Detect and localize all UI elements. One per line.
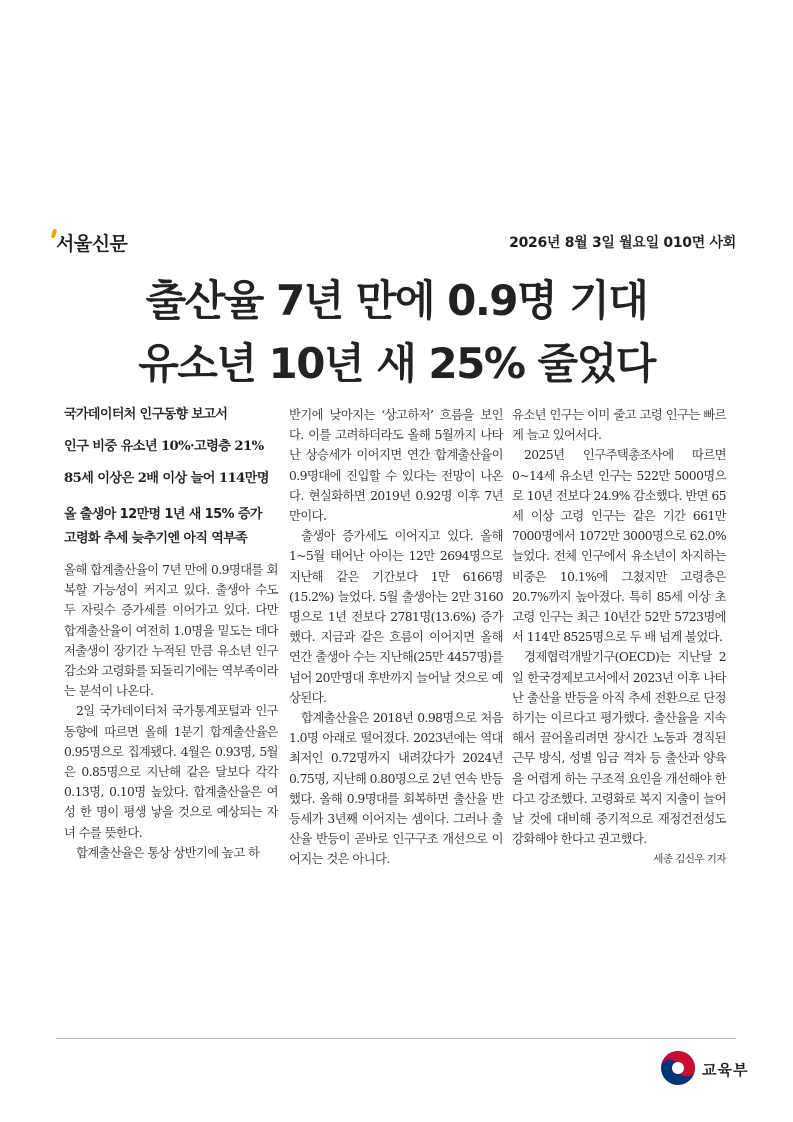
byline: 세종 김신우 기자 (653, 853, 726, 866)
article-column-2 (289, 405, 503, 870)
body-paragraph: 올해 합계출산율이 7년 만에 0.9명대를 회복할 가능성이 커지고 있다. 출생아 수도 두 자릿수 증가세를 이어가고 있다. 다만 합계출산율이 여전히 1.0명을 밑도는 데다 저출생이 장기간 누적된 만큼 유소년 인구 감소와 고령화를 되돌리기에는 역부족이라는 분석이 나온다. (64, 563, 278, 699)
masthead (56, 229, 736, 257)
subhead-births-2: 고령화 추세 늦추기엔 아직 역부족 (64, 531, 248, 546)
body-paragraph-continued: 유소년 인구는 이미 줄고 고령 인구는 빠르게 늘고 있어서다. (512, 408, 726, 443)
headline-line-1: 출산율 7년 만에 0.9명 기대 (145, 276, 648, 325)
subhead-ratio-1: 인구 비중 유소년 10%·고령층 21% (64, 439, 264, 454)
body-paragraph-continued: 반기에 낮아지는 ‘상고하저’ 흐름을 보인다. 이를 고려하더라도 올해 5월까지 나타난 상승세가 이어지면 연간 합계출산율이 0.9명대에 진입할 수 있다는 전망이 나온다. 현실화하면 2019년 0.92명 이후 7년 만이다. (289, 408, 503, 524)
article-column-3 (512, 405, 726, 870)
body-paragraph: 2일 국가데이터처 국가통계포털과 인구동향에 따르면 올해 1분기 합계출산율은 0.95명으로 집계됐다. 4월은 0.93명, 5월은 0.85명으로 지난해 같은 달보다 각각 0.13명, 0.10명 높았다. 합계출산율은 여성 한 명이 평생 낳을 것으로 예상되는 자녀 수를 뜻한다. (64, 704, 278, 840)
headline-line-2: 유소년 10년 새 25% 줄었다 (138, 339, 655, 388)
dateline: 2026년 8월 3일 월요일 010면 사회 (509, 235, 736, 251)
body-paragraph: 2025년 인구주택총조사에 따르면 0~14세 유소년 인구는 522만 5000명으로 10년 전보다 24.9% 감소했다. 반면 65세 이상 고령 인구는 같은 기간 661만 7000명에서 1072만 3000명으로 62.0% 늘었다. 전체 인구에서 유소년이 차지하는 비중은 10.1%에 그쳤지만 고령층은 20.7%까지 높아졌다. 특히 85세 이상 초고령 인구는 최근 10년간 52만 5723명에서 114만 8525명으로 두 배 넘게 불었다. (512, 448, 726, 645)
ministry-name: 교육부 (702, 1061, 749, 1079)
taegeuk-emblem-icon (660, 1050, 696, 1086)
body-paragraph: 출생아 증가세도 이어지고 있다. 올해 1~5월 태어난 아이는 12만 2694명으로 지난해 같은 기간보다 1만 6166명(15.2%) 늘었다. 5월 출생아는 2만 3160명으로 1년 전보다 2781명(13.6%) 증가했다. 지금과 같은 흐름이 이어지면 올해 연간 출생아 수는 지난해(25만 4457명)를 넘어 20만명대 후반까지 늘어날 것으로 예상된다. (289, 529, 503, 705)
subhead-source: 국가데이터처 인구동향 보고서 (64, 407, 228, 422)
subhead-births-1: 올 출생아 12만명 1년 새 15% 증가 (64, 507, 262, 522)
newspaper-logo: 서울신문 (56, 233, 128, 255)
ministry-logo (660, 1050, 760, 1090)
article-column-1 (64, 405, 278, 863)
subheads (64, 405, 278, 560)
subhead-ratio-2: 85세 이상은 2배 이상 늘어 114만명 (64, 471, 269, 486)
body-paragraph: 합계출산율은 2018년 0.98명으로 처음 1.0명 아래로 떨어졌다. 2023년에는 역대 최저인 0.72명까지 내려갔다가 2024년 0.75명, 지난해 0.80명으로 2년 연속 반등했다. 올해 0.9명대를 회복하면 출산율 반등세가 3년째 이어지는 셈이다. 그러나 출산율 반등이 곧바로 인구구조 개선으로 이어지는 것은 아니다. (289, 711, 503, 867)
body-paragraph: 경제협력개발기구(OECD)는 지난달 2일 한국경제보고서에서 2023년 이후 나타난 출산율 반등을 아직 추세 전환으로 단정하기는 이르다고 평가했다. 출산율을 지속해서 끌어올리려면 장시간 노동과 경직된 근무 방식, 성별 임금 격차 등 출산과 양육을 어렵게 하는 구조적 요인을 개선해야 한다고 강조했다. 고령화로 복지 지출이 늘어날 것에 대비해 중기적으로 재정건전성도 강화해야 한다고 권고했다. (512, 650, 726, 847)
footer-rule (56, 1038, 736, 1039)
body-paragraph: 합계출산율은 통상 상반기에 높고 하 (76, 845, 260, 860)
